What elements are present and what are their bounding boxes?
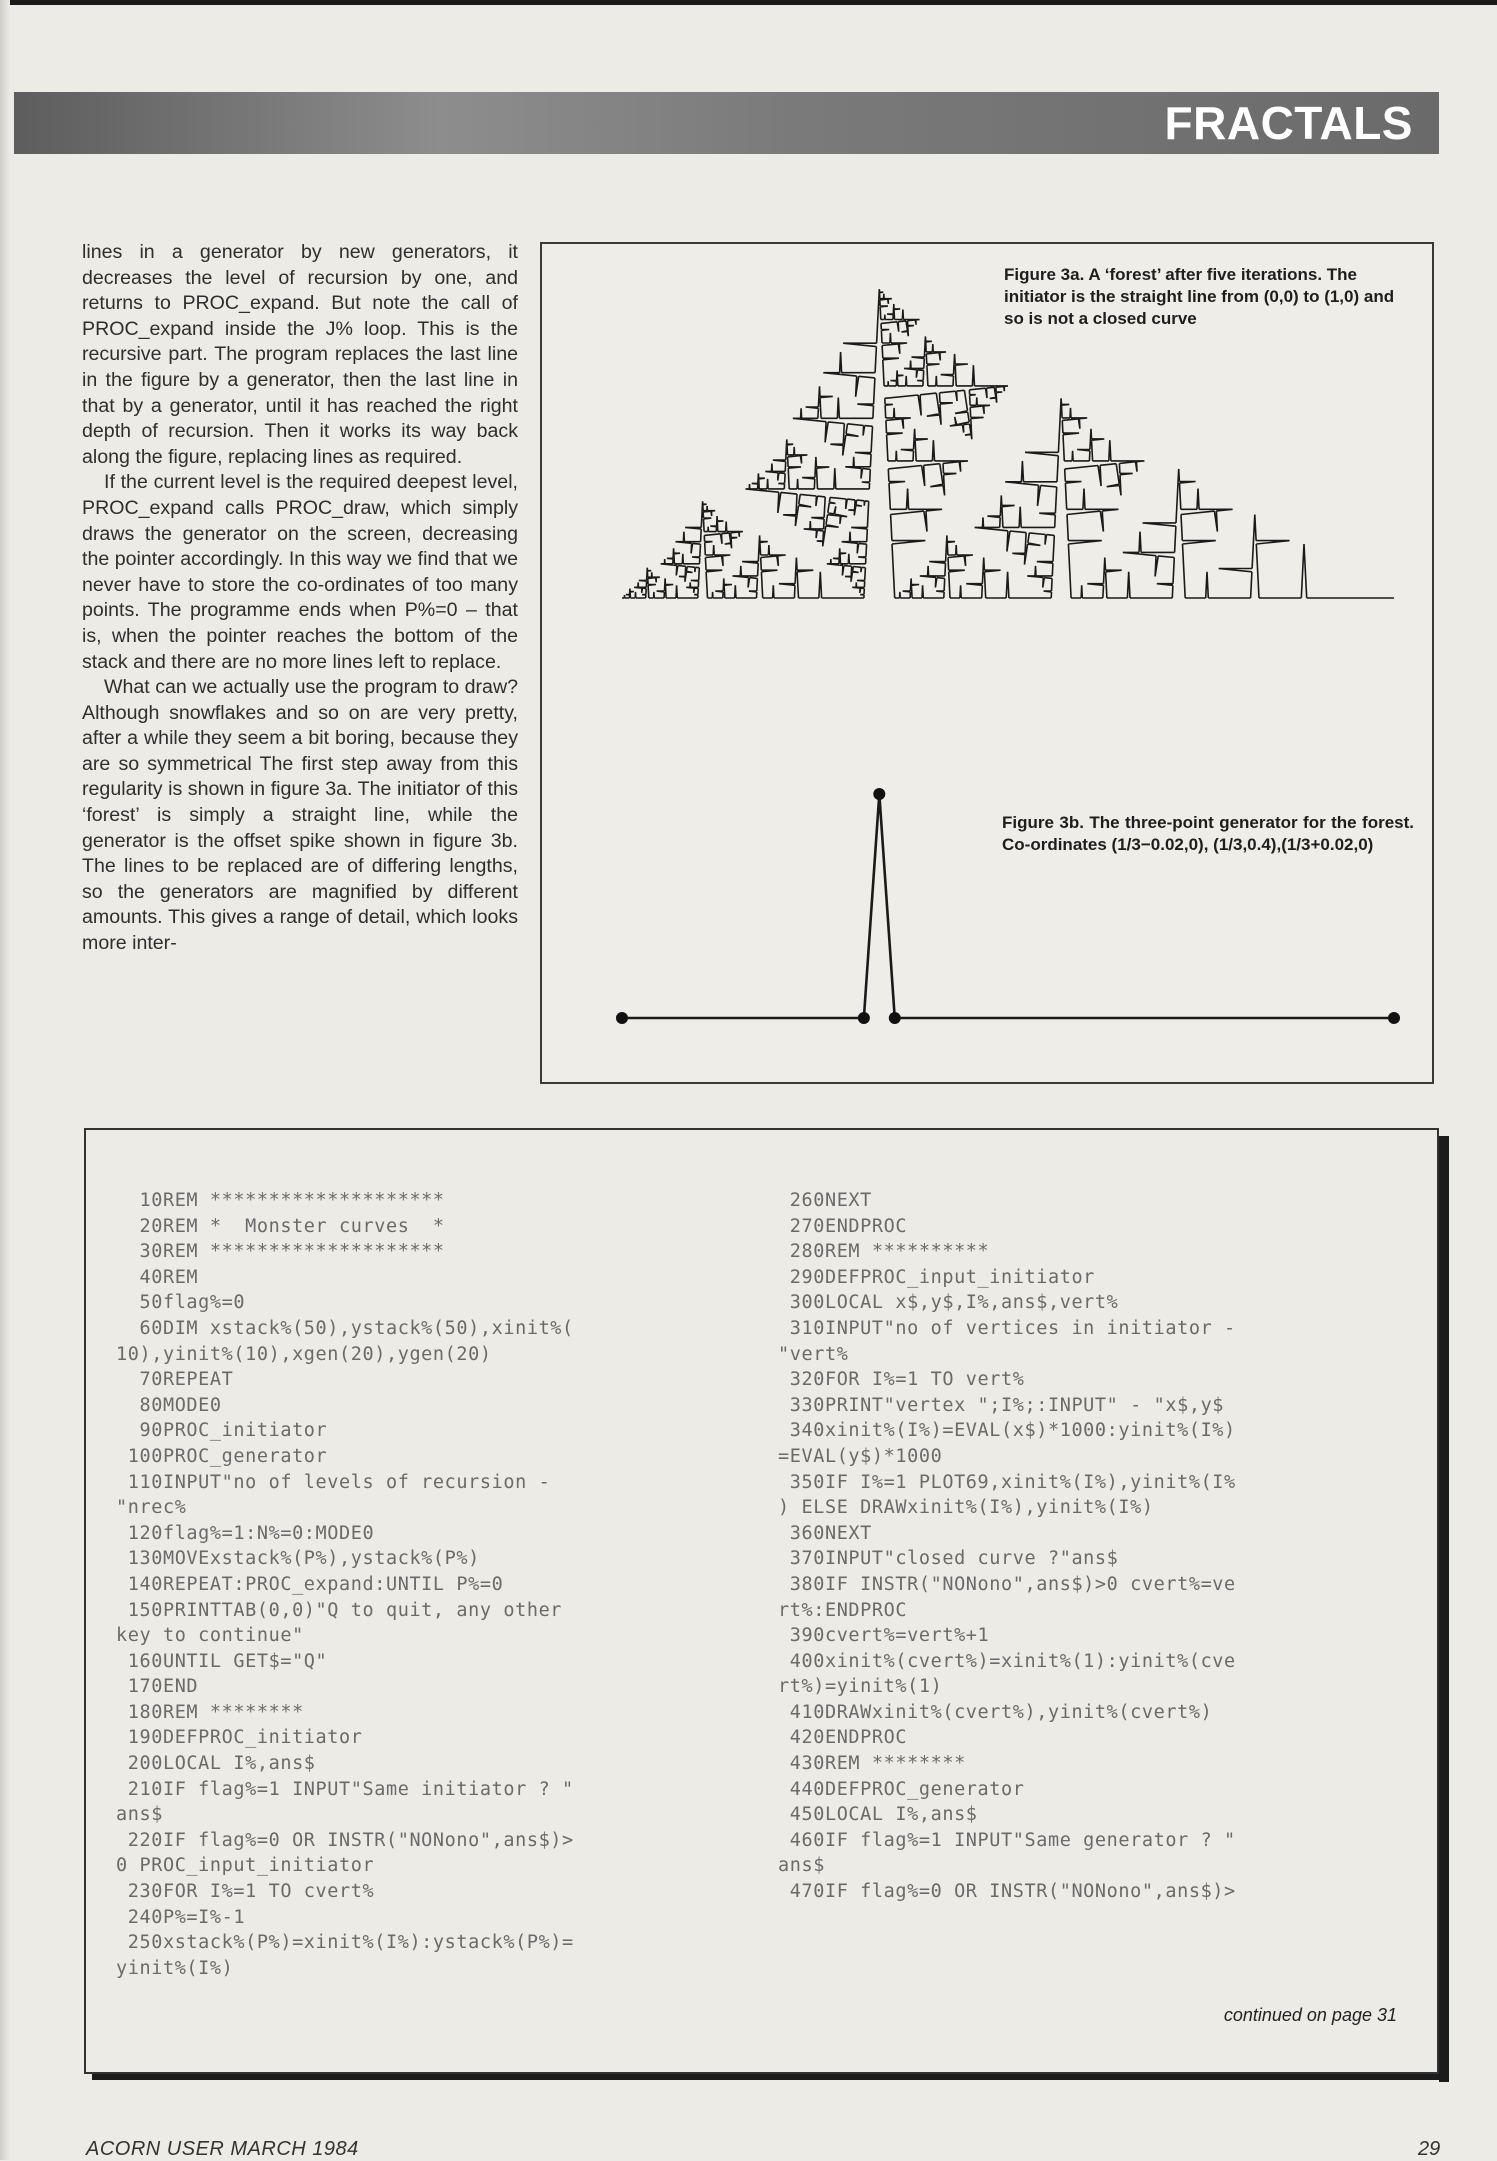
code-line: 440DEFPROC_generator [778, 1778, 1025, 1800]
code-line: 160UNTIL GET$="Q" [116, 1650, 328, 1672]
code-line: 90PROC_initiator [116, 1420, 328, 1442]
listing-column-left [116, 1188, 574, 1981]
paragraph: lines in a generator by new generators, it decreases the level of recursion by one, and returns to PROC_expand. But note the call of PROC_expand inside the J% loop. This is the recursive part. The program replaces the last line in the figure by a generator, then the last line in that by a generator, until it has reached the right depth of recursion. Then it works its way back along the figure, replacing lines as required. [82, 241, 518, 468]
code-line: ) ELSE DRAWxinit%(I%),yinit%(I%) [778, 1497, 1154, 1519]
code-line: 330PRINT"vertex ";I%;:INPUT" - "x$,y$ [778, 1394, 1225, 1416]
code-line: 170END [116, 1676, 199, 1698]
listing-column-right [778, 1188, 1236, 1905]
code-line: 260NEXT [778, 1190, 872, 1211]
code-line: 30REM ******************** [116, 1241, 445, 1263]
code-line: rt%:ENDPROC [778, 1599, 908, 1621]
top-rule [0, 0, 1497, 5]
code-line: 410DRAWxinit%(cvert%),yinit%(cvert%) [778, 1701, 1213, 1723]
article-body [82, 240, 518, 957]
section-banner [14, 92, 1439, 154]
code-line: 50flag%=0 [116, 1292, 246, 1314]
code-line: 460IF flag%=1 INPUT"Same generator ? " [778, 1829, 1236, 1851]
code-line: 470IF flag%=0 OR INSTR("NONono",ans$)> [778, 1881, 1236, 1903]
code-line: 190DEFPROC_initiator [116, 1727, 363, 1749]
forest-path [622, 289, 1394, 598]
binding-shadow [0, 0, 10, 2160]
code-line: "vert% [778, 1343, 849, 1365]
code-line: 110INPUT"no of levels of recursion - [116, 1471, 551, 1493]
code-line: 370INPUT"closed curve ?"ans$ [778, 1548, 1119, 1570]
code-line: rt%)=yinit%(1) [778, 1676, 943, 1698]
code-line: 270ENDPROC [778, 1215, 908, 1237]
code-line: 210IF flag%=1 INPUT"Same initiator ? " [116, 1778, 574, 1800]
code-line: yinit%(I%) [116, 1957, 234, 1979]
code-line: 200LOCAL I%,ans$ [116, 1753, 316, 1775]
paragraph: If the current level is the required deepest level, PROC_expand calls PROC_draw, which simply draws the generator on the screen, decreasing the pointer accordingly. In this way we find that we never have to store the co-ordinates of too many points. The programme ends when P%=0 – that is, when the pointer reaches the bottom of the stack and there are no more lines left to replace. [82, 471, 518, 673]
code-line: 450LOCAL I%,ans$ [778, 1804, 978, 1826]
code-line: ans$ [778, 1855, 825, 1877]
code-line: "nrec% [116, 1497, 187, 1519]
code-line: 140REPEAT:PROC_expand:UNTIL P%=0 [116, 1573, 504, 1595]
code-line: 40REM [116, 1266, 199, 1288]
code-line: 10),yinit%(10),xgen(20),ygen(20) [116, 1343, 492, 1365]
code-line: 60DIM xstack%(50),ystack%(50),xinit%( [116, 1317, 574, 1339]
code-line: 300LOCAL x$,y$,I%,ans$,vert% [778, 1292, 1119, 1314]
code-line: key to continue" [116, 1625, 304, 1647]
code-line: 150PRINTTAB(0,0)"Q to quit, any other [116, 1599, 563, 1621]
generator-vertex [858, 1012, 870, 1024]
section-title: FRACTALS [1164, 97, 1413, 149]
code-line: 80MODE0 [116, 1394, 222, 1416]
code-line: 400xinit%(cvert%)=xinit%(1):yinit%(cve [778, 1650, 1236, 1672]
code-line: 230FOR I%=1 TO cvert% [116, 1881, 375, 1903]
generator-vertex [616, 1012, 628, 1024]
figure-drawing [542, 244, 1432, 1082]
forest-fractal [622, 289, 1394, 598]
figure-panel [540, 242, 1434, 1084]
continued-note: continued on page 31 [1223, 2005, 1397, 2025]
figure-3b-caption: Figure 3b. The three-point generator for the forest. Co-ordinates (1/3−0.02,0), (1/3,0.4),(1/3+0.02,0) [1002, 813, 1414, 854]
code-line: 350IF I%=1 PLOT69,xinit%(I%),yinit%(I% [778, 1471, 1236, 1493]
code-line: 430REM ******** [778, 1753, 966, 1775]
code-line: 220IF flag%=0 OR INSTR("NONono",ans$)> [116, 1829, 574, 1851]
page-number: 29 [1418, 2138, 1441, 2160]
program-listing [84, 1128, 1439, 2074]
code-line: 120flag%=1:N%=0:MODE0 [116, 1522, 375, 1544]
figure-3a-caption: Figure 3a. A ‘forest’ after five iterations. The initiator is the straight line from (0,0) to (1,0) and so is not a closed curve [1004, 265, 1395, 328]
code-line: 390cvert%=vert%+1 [778, 1625, 990, 1647]
code-line: 320FOR I%=1 TO vert% [778, 1369, 1025, 1391]
generator-vertex [889, 1012, 901, 1024]
code-line: 100PROC_generator [116, 1445, 328, 1467]
code-line: 250xstack%(P%)=xinit%(I%):ystack%(P%)= [116, 1932, 574, 1954]
code-line: 420ENDPROC [778, 1727, 908, 1749]
generator-vertex [1388, 1012, 1400, 1024]
code-line: 20REM * Monster curves * [116, 1215, 445, 1237]
code-line: 290DEFPROC_input_initiator [778, 1266, 1095, 1288]
generator-vertex [873, 788, 885, 800]
code-line: 130MOVExstack%(P%),ystack%(P%) [116, 1548, 480, 1570]
code-line: 380IF INSTR("NONono",ans$)>0 cvert%=ve [778, 1573, 1236, 1595]
code-line: 310INPUT"no of vertices in initiator - [778, 1317, 1236, 1339]
listing-shadow-right [1439, 1136, 1449, 2082]
code-line: ans$ [116, 1804, 163, 1826]
code-line: 360NEXT [778, 1522, 872, 1544]
code-line: 280REM ********** [778, 1241, 990, 1263]
code-line: 70REPEAT [116, 1369, 234, 1391]
paragraph: What can we actually use the program to draw? Although snowflakes and so on are very pretty, after a while they seem a bit boring, because they are so symmetrical The first step away from this regularity is shown in figure 3a. The initiator of this ‘forest’ is simply a straight line, while the generator is the offset spike shown in figure 3b. The lines to be replaced are of differing lengths, so the generators are magnified by different amounts. This gives a range of detail, which looks more inter- [82, 676, 518, 955]
code-line: 180REM ******** [116, 1701, 304, 1723]
code-line: 0 PROC_input_initiator [116, 1855, 375, 1877]
code-line: =EVAL(y$)*1000 [778, 1445, 943, 1467]
code-line: 340xinit%(I%)=EVAL(x$)*1000:yinit%(I%) [778, 1420, 1236, 1442]
code-line: 240P%=I%-1 [116, 1906, 246, 1928]
footer-publication: ACORN USER MARCH 1984 [86, 2138, 359, 2160]
code-line: 10REM ******************** [116, 1190, 445, 1211]
